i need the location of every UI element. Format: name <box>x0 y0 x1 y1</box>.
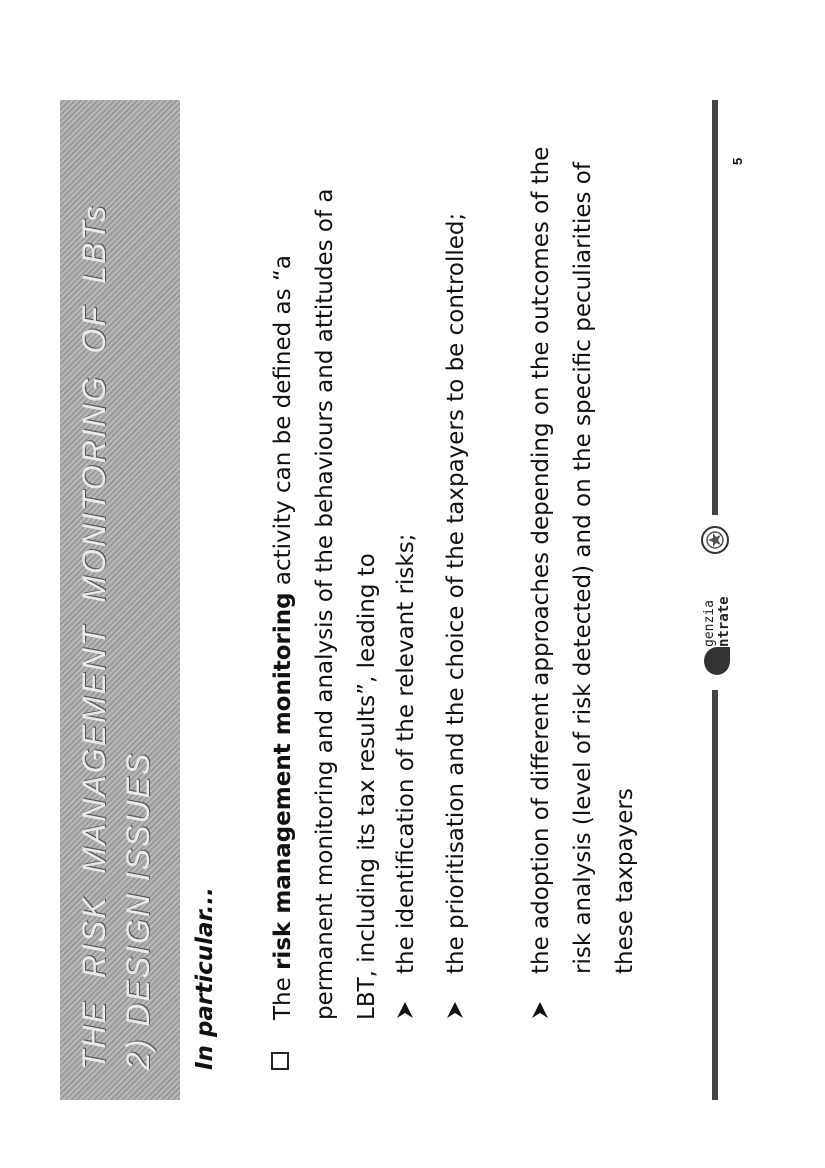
emblem-icon <box>700 525 730 555</box>
agency-logo <box>698 525 740 675</box>
slide-subtitle: 2) DESIGN ISSUES <box>120 751 156 1070</box>
slide-title: THE RISK MANAGEMENT MONITORING OF LBTs <box>76 204 112 1070</box>
square-bullet-icon <box>271 1052 289 1070</box>
sub-item <box>520 140 646 1020</box>
sub-item-text: the identification of the relevant risks; <box>393 533 419 974</box>
main-rest: activity can be defined as “a permanent monitoring and analysis of the behaviours and attitudes of a LBT, including its tax results”, leading to <box>270 188 380 1020</box>
intro-heading: In particular... <box>192 887 218 1070</box>
main-bullet <box>262 140 388 1070</box>
arrowhead-bullet-icon <box>530 1000 550 1020</box>
main-bold-term: risk management monitoring <box>270 592 296 970</box>
sub-item-text: the adoption of different approaches depending on the outcomes of the risk analysis (level of risk detected) and on the specific peculiarities of these taxpayers <box>528 146 638 974</box>
logo-text-top: genzia <box>702 600 717 647</box>
main-prefix: The <box>270 969 296 1020</box>
arrowhead-bullet-icon <box>395 1000 415 1020</box>
slide <box>60 100 770 1100</box>
footer-rule-right <box>712 100 718 515</box>
sub-item-text: the prioritisation and the choice of the taxpayers to be controlled; <box>443 212 469 974</box>
sub-item <box>385 140 427 1020</box>
page-number: 5 <box>730 157 745 165</box>
logo-text-bottom: ntrate <box>716 596 732 647</box>
logo-mark-icon <box>704 647 730 675</box>
sub-item <box>435 140 477 1020</box>
arrowhead-bullet-icon <box>445 1000 465 1020</box>
footer-rule-left <box>712 690 718 1100</box>
main-paragraph <box>262 140 388 1020</box>
title-bar <box>60 100 180 1100</box>
